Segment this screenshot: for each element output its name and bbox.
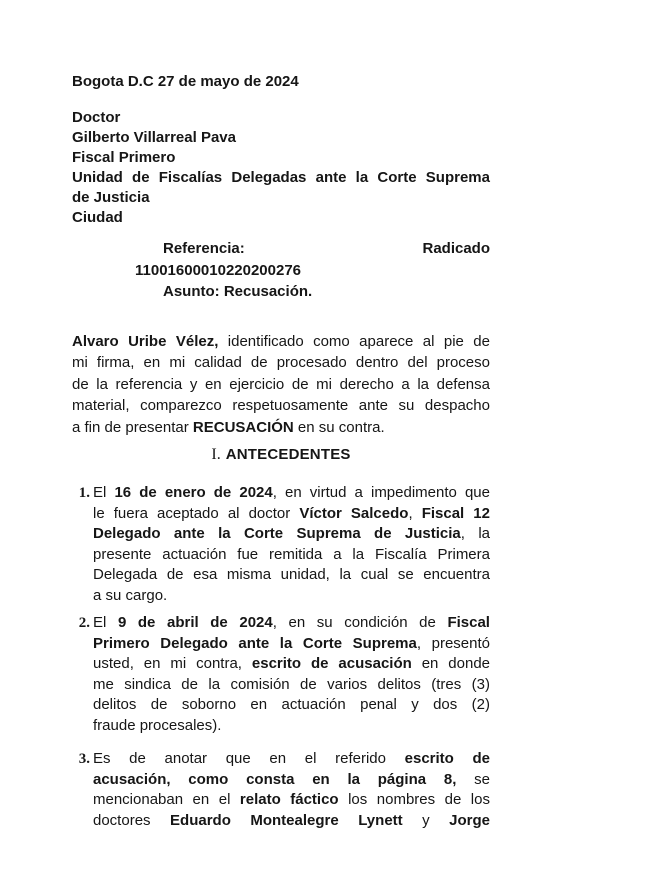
bold-text: Fiscal 12 [421,504,490,522]
text: Fiscal Primero [72,149,176,166]
text: delitos de soborno en actuación penal y dos (2) [93,696,490,713]
text-line [93,695,490,716]
text-line [72,168,490,188]
text-line [93,545,490,566]
bold-text: Jorge [449,811,491,829]
text: El [93,484,115,501]
text: , [408,504,422,522]
bold-text: Víctor Salcedo [299,504,409,522]
text-line [93,634,490,655]
list-item-3 [72,749,490,831]
text-line [72,108,490,128]
text: se [456,770,490,788]
text-line [93,716,490,737]
radicado-number: 11001600010220200276 [135,261,302,279]
section-numeral: I. [211,446,221,463]
list-item-text [93,483,490,606]
text: , presentó [416,634,490,652]
text: mencionaban en el [93,791,240,808]
bold-text: Alvaro Uribe Vélez, [72,332,219,350]
text-line [93,613,490,634]
list-item-2 [72,613,490,736]
text-line [93,675,490,696]
text-line [72,417,490,439]
reference-block [72,238,490,303]
text-line [93,565,490,586]
text: Unidad de Fiscalías Delegadas ante la Corte Suprema [72,169,490,186]
text: presente actuación fue remitida a la Fiscalía Primera [93,545,490,563]
text: , en su condición de [272,614,448,631]
reference-label: Referencia: [163,240,245,257]
text: identificado como aparece al pie de [218,332,490,350]
text-line [93,811,490,832]
text-line [72,331,490,353]
text: , la [460,525,490,542]
text: Delegada de esa misma unidad, la cual se encuentra [93,566,490,583]
bold-text: acusación, como consta en la página 8, [93,770,457,788]
text-line [72,188,490,208]
text-line [72,208,490,228]
text-line [72,374,490,396]
text: en donde [411,655,491,672]
subject-line: Asunto: Recusación. [163,283,313,300]
text: de Justicia [72,189,150,206]
intro-paragraph [72,331,490,439]
bold-text: escrito de acusación [251,655,412,672]
bold-text: 16 de enero de 2024 [114,484,273,501]
bold-text: Fiscal [447,614,490,631]
text: material, comparezco respetuosamente ante su despacho [72,397,490,414]
bold-text: relato fáctico [239,791,339,808]
reference-line [72,238,490,260]
text: en su contra. [293,418,385,436]
text-line [93,749,490,770]
text: y [402,811,450,829]
bold-text: Primero Delegado ante la Corte Suprema [93,634,417,652]
text-line [72,148,490,168]
text: de la referencia y en ejercicio de mi derecho a la defensa [72,375,490,393]
text: Ciudad [72,209,123,226]
bold-text: 9 de abril de 2024 [117,614,273,631]
text: le fuera aceptado al doctor [93,504,300,522]
radicado-label: Radicado [422,240,490,257]
list-item-text [93,613,490,736]
list-number: 1. [78,485,90,501]
text-line [93,770,490,791]
list-number: 2. [78,615,90,631]
text: El [93,614,118,631]
date-line: Bogota D.C 27 de mayo de 2024 [72,73,299,90]
text-line [72,395,490,417]
text: Gilberto Villarreal Pava [72,129,236,146]
recipient-block [72,108,490,228]
text-line [93,504,490,525]
text-line [93,483,490,504]
text: Es de anotar que en el referido [93,750,405,767]
text: Doctor [72,109,121,126]
text: , en virtud a impedimento que [272,484,490,501]
text-line [93,790,490,811]
bold-text: Eduardo Montealegre Lynett [170,811,403,829]
text: los nombres de los [338,791,490,808]
text: fraude procesales). [93,716,222,734]
section-heading [72,444,490,465]
section-title: ANTECEDENTES [225,446,351,463]
text-line [93,524,490,545]
list-item-1 [72,483,490,606]
list-number: 3. [78,751,90,767]
text-line [72,128,490,148]
bold-text: RECUSACIÓN [192,418,294,436]
bold-text: escrito de [404,750,491,767]
text-line [93,654,490,675]
text: a fin de presentar [72,418,193,436]
bold-text: Delegado ante la Corte Suprema de Justicia [93,525,461,542]
text: doctores [93,811,171,829]
list-item-text [93,749,490,831]
text: usted, en mi contra, [93,655,252,672]
text: a su cargo. [93,586,168,604]
text: me sindica de la comisión de varios delitos (tres (3) [93,675,490,693]
text-line [72,352,490,374]
text: mi firma, en mi calidad de procesado dentro del proceso [72,354,490,371]
text-line [93,586,490,607]
